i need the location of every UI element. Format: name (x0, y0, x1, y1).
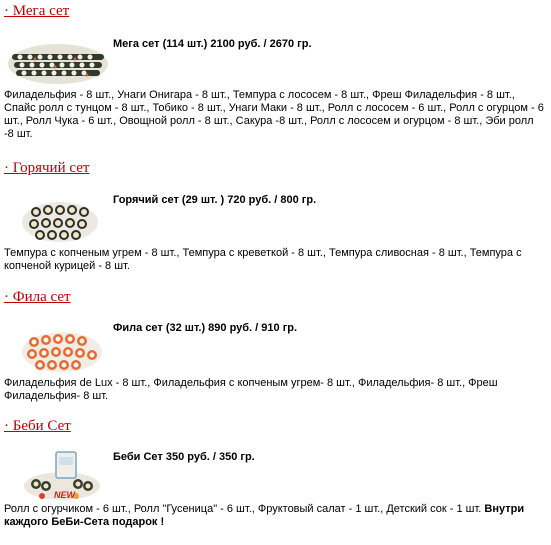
section-link-fila-set[interactable]: · Фила сет (4, 289, 71, 305)
baby-set-gift-note: Внутри каждого БеБи-Сета подарок ! (4, 503, 525, 528)
baby-set-heading: Беби Сет 350 руб. / 350 гр. (113, 451, 255, 463)
fila-set-description: Филадельфия de Lux - 8 шт., Филадельфия с копченым угрем- 8 шт., Филадельфия- 8 шт., Фреш Филадельфия- 8 шт. (4, 377, 498, 402)
hot-set-thumbnail (4, 188, 112, 250)
fila-set-heading: Фила сет (32 шт.) 890 руб. / 910 гр. (113, 322, 298, 334)
new-badge: NEW (54, 490, 75, 500)
section-link-mega-set[interactable]: · Мега сет (4, 3, 70, 19)
fila-set-thumbnail (4, 316, 112, 378)
hot-set-heading: Горячий сет (29 шт. ) 720 руб. / 800 гр. (113, 194, 317, 206)
section-link-baby-set[interactable]: · Беби Сет (4, 418, 71, 434)
section-link-hot-set[interactable]: · Горячий сет (4, 160, 90, 176)
baby-set-description-text: Ролл с огурчиком - 6 шт., Ролл "Гусеница" - 6 шт., Фруктовый салат - 1 шт., Детский сок - 1 шт. (4, 503, 482, 515)
hot-set-description: Темпура с копченым угрем - 8 шт., Темпура с креветкой - 8 шт., Темпура сливосная - 8 шт., Темпура с копченой курицей - 8 шт. (4, 247, 522, 272)
baby-set-description (4, 503, 544, 529)
mega-set-description: Филадельфия - 8 шт., Унаги Онигара - 8 шт., Темпура с лососем - 8 шт., Фреш Филадельфия - 8 шт., Спайс ролл с тунцом - 8 шт., Тобико - 8 шт., Унаги Маки - 8 шт., Ролл с лососем - 6 шт., Ролл с огурцом - 6 шт., Ролл Чука - 6 шт., Овощной ролл - 8 шт., Сакура -8 шт., Ролл с лососем и огурцом - 8 шт., Эби ролл -8 шт. (4, 89, 544, 140)
baby-set-thumbnail (4, 444, 112, 506)
mega-set-thumbnail (4, 30, 112, 92)
mega-set-heading: Мега сет (114 шт.) 2100 руб. / 2670 гр. (113, 38, 312, 50)
